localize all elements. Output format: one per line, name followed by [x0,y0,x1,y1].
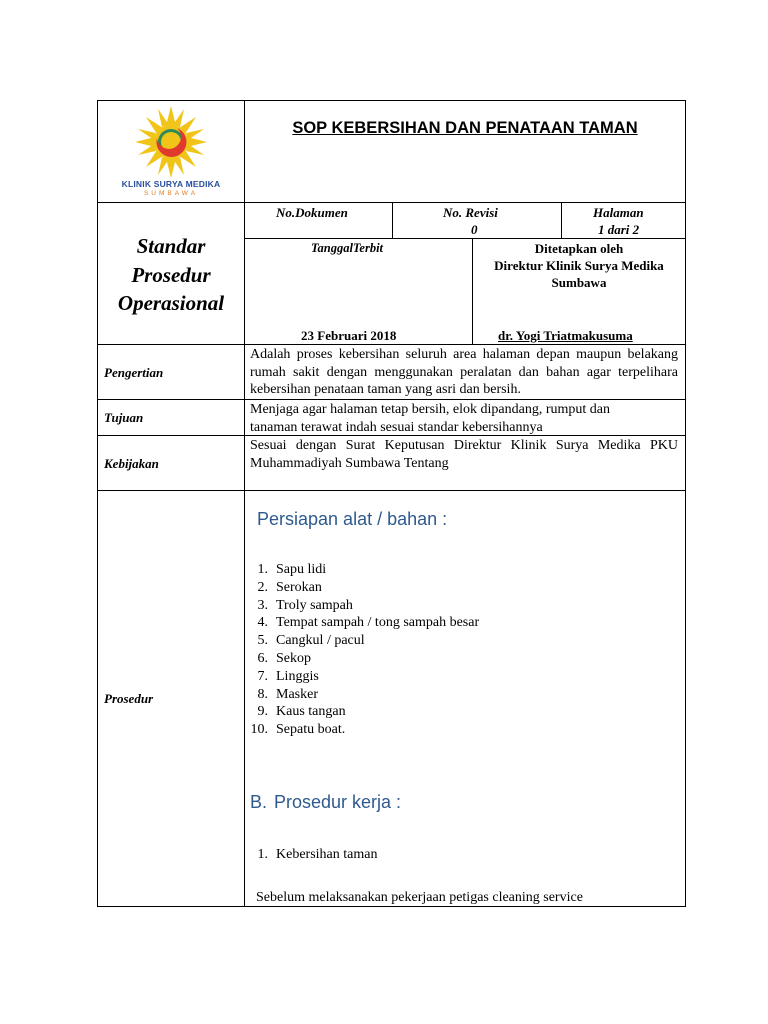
list-item: 5. Cangkul / pacul [257,633,365,649]
row-divider-header-end [97,344,686,345]
tujuan-label: Tujuan [104,410,144,425]
tanggal-terbit-value: 23 Februari 2018 [301,328,397,343]
prosedur-label: Prosedur [104,691,154,706]
no-revisi-label: No. Revisi [443,205,498,220]
list-item: 7. Linggis [257,668,319,684]
meta-divider-1 [392,202,393,239]
no-revisi-value: 0 [471,222,478,237]
logo-name: KLINIK SURYA MEDIKA [121,179,221,189]
list-item: 6. Sekop [257,650,311,666]
prosedur-closing-text: Sebelum melaksanakan pekerjaan petigas cleaning service [256,890,583,905]
side-label-line-2: Prosedur [131,262,211,287]
tujuan-text-line-2: tanaman terawat indah sesuai standar kebersihannya [250,419,543,435]
document-title: SOP KEBERSIHAN DAN PENATAAN TAMAN [292,119,638,137]
list-item: 8. Masker [257,686,318,702]
no-dokumen-label: No.Dokumen [276,205,348,220]
side-label-line-1: Standar [136,234,206,258]
logo-emblem [104,104,238,180]
prosedur-kerja-title: Prosedur kerja : [274,792,402,812]
table-border-top [97,100,686,101]
ditetapkan-block [473,240,685,291]
list-item: 1. Sapu lidi [257,562,327,577]
halaman-label: Halaman [593,205,644,220]
signatory-name: dr. Yogi Triatmakusuma [498,328,633,343]
side-label-line-3: Operasional [117,291,225,315]
pengertian-text: Adalah proses kebersihan seluruh area halaman depan maupun belakang rumah sakit dengan menggunakan peralatan dan bahan agar terpelihara kebersihan penataan taman yang asri dan bersih. [250,347,678,397]
list-item: 1. Kebersihan taman [257,847,378,862]
tanggal-terbit-label: TanggalTerbit [311,241,384,255]
row-divider-meta [244,238,686,239]
kebijakan-label: Kebijakan [104,456,159,471]
meta-divider-2 [561,202,562,239]
logo [104,104,238,200]
logo-sub: SUMBAWA [143,190,199,197]
list-item: 9. Kaus tangan [257,704,346,720]
list-item: 3. Troly sampah [257,597,353,613]
ditetapkan-value-1: Direktur Klinik Surya Medika [494,258,664,273]
prosedur-kerja-number: B. [250,792,268,812]
ditetapkan-value-2: Sumbawa [551,275,607,290]
row-divider-kebijakan [97,490,686,491]
sop-side-label [98,232,244,318]
persiapan-heading: Persiapan alat / bahan : [257,509,448,529]
kebijakan-text: Sesuai dengan Surat Keputusan Direktur Klinik Surya Medika PKU Muhammadiyah Sumbawa Tentang [250,438,678,471]
ditetapkan-label: Ditetapkan oleh [534,241,624,256]
prosedur-kerja-list [242,846,377,864]
column-divider [244,100,245,907]
list-item: 2. Serokan [257,579,322,595]
tujuan-text [250,401,680,436]
alat-bahan-list [242,561,479,739]
pengertian-label: Pengertian [104,365,164,380]
prosedur-kerja-heading [250,792,401,813]
halaman-value: 1 dari 2 [598,222,640,237]
row-divider-pengertian [97,399,686,400]
table-border-right [685,100,686,907]
list-item: 10. Sepatu boat. [250,722,346,738]
table-border-bottom [97,906,686,907]
table-border-left [97,100,98,907]
tujuan-text-line-1: Menjaga agar halaman tetap bersih, elok dipandang, rumput dan [250,402,610,417]
list-item: 4. Tempat sampah / tong sampah besar [257,615,480,631]
